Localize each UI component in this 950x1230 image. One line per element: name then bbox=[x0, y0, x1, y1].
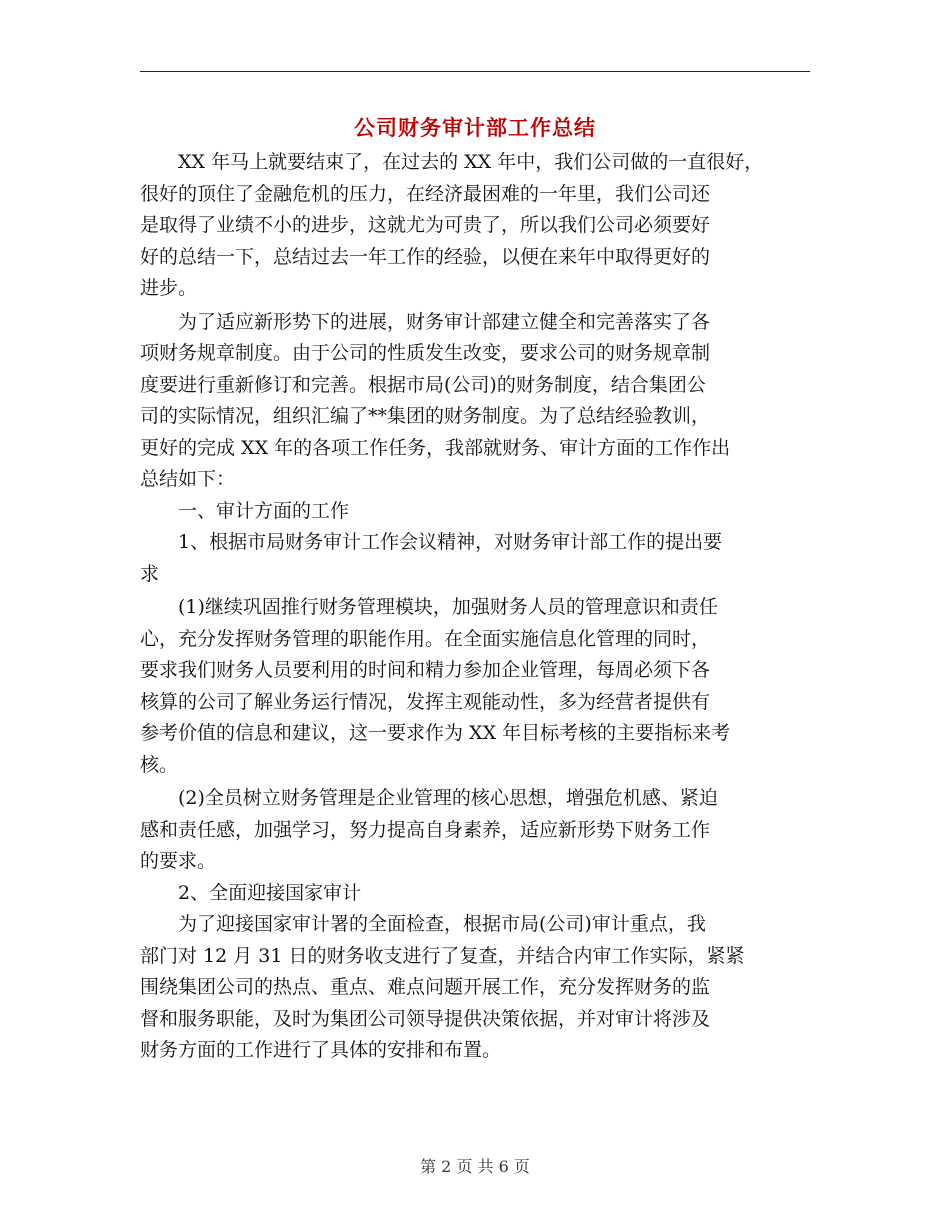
text-line: 1、根据市局财务审计工作会议精神，对财务审计部工作的提出要 bbox=[140, 531, 723, 553]
text-line: 总结如下： bbox=[140, 468, 236, 490]
document-title: 公司财务审计部工作总结 bbox=[354, 115, 596, 140]
text-line: 项财务规章制度。由于公司的性质发生改变，要求公司的财务规章制 bbox=[140, 342, 711, 364]
paragraph bbox=[140, 147, 810, 305]
text-line: 度要进行重新修订和完善。根据市局(公司)的财务制度，结合集团公 bbox=[140, 373, 706, 396]
text-line: 要求我们财务人员要利用的时间和精力参加企业管理，每周必须下各 bbox=[140, 659, 711, 681]
text-line: XX 年马上就要结束了，在过去的 XX 年中，我们公司做的一直很好， bbox=[140, 151, 764, 173]
paragraph bbox=[140, 783, 810, 878]
text-line: (1)继续巩固推行财务管理模块，加强财务人员的管理意识和责任 bbox=[140, 596, 718, 618]
text-line: 2、全面迎接国家审计 bbox=[140, 881, 362, 904]
text-line: (2)全员树立财务管理是企业管理的核心思想，增强危机感、紧迫 bbox=[140, 787, 718, 809]
text-line: 的要求。 bbox=[140, 850, 217, 872]
subsection-heading bbox=[140, 527, 810, 590]
text-line: 是取得了业绩不小的进步，这就尤为可贵了，所以我们公司必须要好 bbox=[140, 214, 711, 236]
text-line: 司的实际情况，组织汇编了**集团的财务制度。为了总结经验教训， bbox=[140, 405, 711, 427]
text-line: 求 bbox=[140, 562, 160, 585]
header-rule bbox=[140, 71, 810, 72]
paragraph bbox=[140, 592, 810, 781]
text-line: 核算的公司了解业务运行情况，发挥主观能动性，多为经营者提供有 bbox=[140, 690, 711, 713]
text-line: 很好的顶住了金融危机的压力，在经济最困难的一年里，我们公司还 bbox=[140, 182, 711, 205]
text-line: 为了迎接国家审计署的全面检查，根据市局(公司)审计重点，我 bbox=[140, 913, 706, 935]
text-line: 为了适应新形势下的进展，财务审计部建立健全和完善落实了各 bbox=[140, 310, 711, 333]
text-line: 围绕集团公司的热点、重点、难点问题开展工作，充分发挥财务的监 bbox=[140, 976, 711, 998]
text-line: 心，充分发挥财务管理的职能作用。在全面实施信息化管理的同时， bbox=[140, 627, 711, 650]
text-line: 感和责任感，加强学习，努力提高自身素养，适应新形势下财务工作 bbox=[140, 818, 711, 841]
text-line: 一、审计方面的工作 bbox=[140, 499, 350, 522]
text-line: 部门对 12 月 31 日的财务收支进行了复查，并结合内审工作实际，紧紧 bbox=[140, 944, 745, 967]
text-line: 好的总结一下，总结过去一年工作的经验，以便在来年中取得更好的 bbox=[140, 245, 711, 268]
paragraph bbox=[140, 307, 810, 496]
text-line: 财务方面的工作进行了具体的安排和布置。 bbox=[140, 1039, 502, 1061]
text-line: 核。 bbox=[140, 753, 179, 776]
text-line: 进步。 bbox=[140, 277, 198, 299]
document-body bbox=[140, 147, 810, 1067]
text-line: 参考价值的信息和建议，这一要求作为 XX 年目标考核的主要指标来考 bbox=[140, 722, 731, 744]
paragraph bbox=[140, 909, 810, 1067]
text-line: 更好的完成 XX 年的各项工作任务，我部就财务、审计方面的工作作出 bbox=[140, 436, 731, 459]
subsection-heading bbox=[140, 878, 810, 910]
section-heading bbox=[140, 496, 810, 528]
page-number-footer: 第 2 页 共 6 页 bbox=[420, 1157, 530, 1176]
text-line: 督和服务职能，及时为集团公司领导提供决策依据，并对审计将涉及 bbox=[140, 1007, 711, 1030]
